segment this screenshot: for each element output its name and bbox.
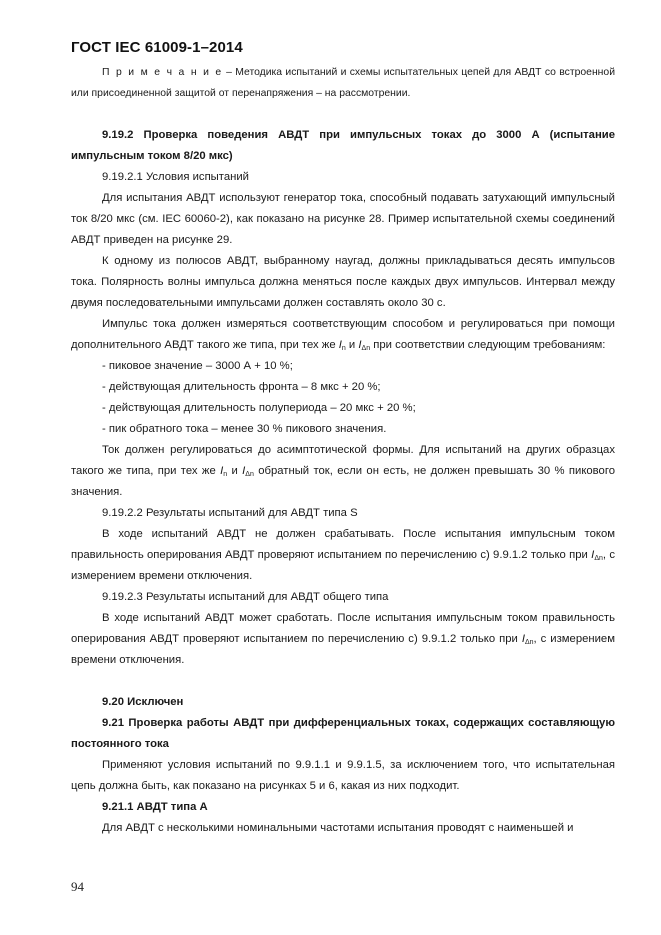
document-body bbox=[71, 62, 615, 839]
subsection-title-9-19-2-1: 9.19.2.1 Условия испытаний bbox=[102, 171, 249, 183]
current-symbol: I bbox=[220, 465, 224, 477]
symbol-subscript: n bbox=[341, 345, 346, 352]
current-symbol: I bbox=[521, 633, 525, 645]
list-item: - действующая длительность фронта – 8 мкс + 20 %; bbox=[102, 381, 381, 393]
subsection-title-9-21-1: 9.21.1 АВДТ типа А bbox=[102, 801, 208, 813]
spacer bbox=[71, 671, 615, 692]
paragraph: К одному из полюсов АВДТ, выбранному наугад, должны прикладываться десять импульсов тока. Полярность волны импульса должна меняться после каждых двух импульсов. Интервал между двумя последовательными импульсами должен составлять около 30 с. bbox=[71, 255, 615, 309]
current-symbol: I bbox=[338, 339, 342, 351]
paragraph: Для АВДТ с несколькими номинальными частотами испытания проводят с наименьшей и bbox=[102, 822, 574, 834]
spacer bbox=[71, 104, 615, 125]
symbol-subscript: n bbox=[223, 471, 228, 478]
page-number: 94 bbox=[71, 879, 84, 894]
section-heading-9-19-2: 9.19.2 Проверка поведения АВДТ при импульсных токах до 3000 А (испытание импульсным током 8/20 мкс) bbox=[71, 129, 615, 162]
section-heading-9-21: 9.21 Проверка работы АВДТ при дифференциальных токах, содержащих составляющую постоянного тока bbox=[71, 717, 615, 750]
text-run: В ходе испытаний АВДТ не должен срабатывать. После испытания импульсным током правильность оперирования АВДТ проверяют испытанием по перечислению с) 9.9.1.2 только при bbox=[71, 528, 615, 561]
text-run: В ходе испытаний АВДТ может сработать. После испытания импульсным током правильность оперирования АВДТ проверяют испытанием по перечислению с) 9.9.1.2 только при bbox=[71, 612, 615, 645]
text-run: и bbox=[227, 465, 243, 477]
paragraph bbox=[71, 314, 615, 356]
current-symbol: I bbox=[591, 549, 595, 561]
paragraph: Применяют условия испытаний по 9.9.1.1 и 9.9.1.5, за исключением того, что испытательная цепь должна быть, как показано на рисунках 5 и 6, какая из них подходит. bbox=[71, 759, 615, 792]
subsection-title-9-19-2-2: 9.19.2.2 Результаты испытаний для АВДТ типа S bbox=[102, 507, 358, 519]
symbol-subscript: Δn bbox=[245, 471, 254, 478]
symbol-subscript: Δn bbox=[594, 555, 603, 562]
text-run: Импульс тока должен измеряться соответствующим способом и регулироваться при помощи дополнительного АВДТ такого же типа, при тех же bbox=[71, 318, 615, 351]
paragraph bbox=[71, 608, 615, 671]
text-run: Ток должен регулироваться до асимптотической формы. Для испытаний на других образцах такого же типа, при тех же bbox=[71, 444, 615, 477]
symbol-subscript: Δn bbox=[361, 345, 371, 352]
text-run: и bbox=[345, 339, 359, 351]
list-item: - пик обратного тока – менее 30 % пикового значения. bbox=[102, 423, 387, 435]
list-item: - действующая длительность полупериода – 20 мкс + 20 %; bbox=[102, 402, 416, 414]
note-label: П р и м е ч а н и е bbox=[102, 67, 223, 78]
text-run: при соответствии следующим требованиям: bbox=[370, 339, 606, 351]
current-symbol: I bbox=[242, 465, 246, 477]
list-item: - пиковое значение – 3000 А + 10 %; bbox=[102, 360, 293, 372]
subsection-title-9-19-2-3: 9.19.2.3 Результаты испытаний для АВДТ общего типа bbox=[102, 591, 389, 603]
paragraph bbox=[71, 440, 615, 503]
note-paragraph bbox=[71, 62, 615, 104]
paragraph: Для испытания АВДТ используют генератор тока, способный подавать затухающий импульсный ток 8/20 мкс (см. IEC 60060-2), как показано на рисунке 28. Пример испытательной схемы соединений АВДТ приведен на рисунке 29. bbox=[71, 192, 615, 246]
paragraph bbox=[71, 524, 615, 587]
text-run: , с измерением времени отключения. bbox=[71, 549, 615, 582]
text-run: , с измерением времени отключения. bbox=[71, 633, 615, 666]
current-symbol: I bbox=[358, 339, 362, 351]
symbol-subscript: Δn bbox=[524, 639, 534, 646]
document-header: ГОСТ IEC 61009-1–2014 bbox=[71, 39, 243, 56]
section-heading-9-20: 9.20 Исключен bbox=[102, 696, 184, 708]
text-run: обратный ток, если он есть, не должен превышать 30 % пикового значения. bbox=[71, 465, 615, 498]
note-text: – Методика испытаний и схемы испытательных цепей для АВДТ со встроенной или присоединенной защитой от перенапряжения – на рассмотрении. bbox=[71, 67, 616, 99]
